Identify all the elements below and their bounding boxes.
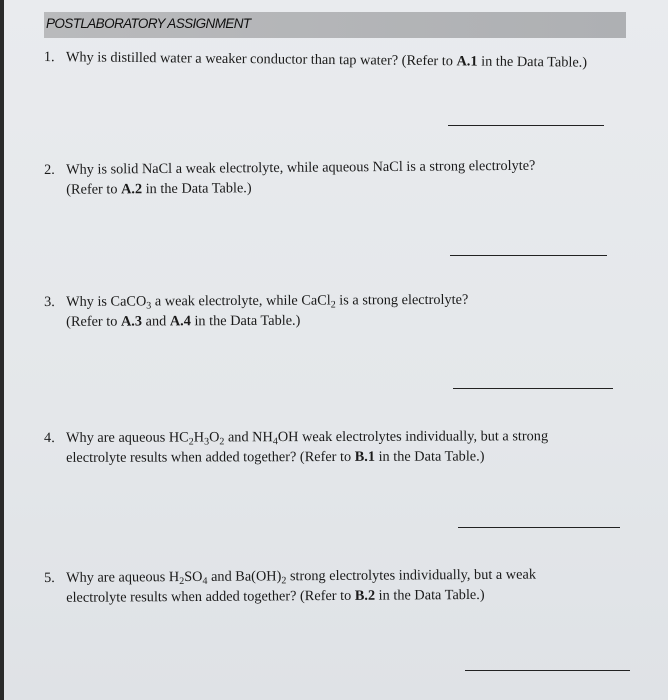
text-segment: electrolyte results when added together? (Refer to <box>66 587 355 606</box>
question-text-line <box>66 426 548 448</box>
photo-edge <box>0 0 4 700</box>
text-segment: Why is CaCO <box>66 293 147 310</box>
question-number: 1. <box>43 48 55 66</box>
table-reference: B.2 <box>354 587 376 604</box>
question-number: 5. <box>44 569 55 586</box>
section-title: POSTLABORATORY ASSIGNMENT <box>46 16 251 31</box>
text-segment: is a strong electrolyte? <box>335 291 469 309</box>
text-segment: in the Data Table.) <box>477 53 588 71</box>
question-text-line <box>66 290 468 312</box>
question-text-line <box>66 47 587 72</box>
text-segment: strong electrolytes individually, but a weak <box>286 566 537 585</box>
table-reference: A.1 <box>456 53 478 70</box>
table-reference: A.4 <box>169 313 191 330</box>
text-segment: and Ba(OH) <box>207 568 282 585</box>
question-text-line <box>66 446 548 468</box>
question-2 <box>44 156 536 200</box>
text-segment: SO <box>184 568 203 586</box>
table-reference: B.1 <box>354 448 376 465</box>
text-segment: electrolyte results when added together? (Refer to <box>66 448 355 466</box>
subscript: 3 <box>146 300 152 312</box>
text-segment: in the Data Table.) <box>374 448 485 465</box>
question-5 <box>44 565 537 608</box>
text-segment: in the Data Table.) <box>142 180 252 198</box>
text-segment: Why are aqueous HC <box>66 429 189 446</box>
subscript: 3 <box>204 436 210 448</box>
text-segment: in the Data Table.) <box>375 586 485 604</box>
question-text-line <box>66 585 536 608</box>
text-segment: O <box>209 429 220 446</box>
question-text-line <box>66 310 468 332</box>
question-number: 4. <box>44 429 55 446</box>
text-segment: Why is solid NaCl a weak electrolyte, while aqueous NaCl is a strong electrolyte? <box>66 157 536 178</box>
text-segment: Why are aqueous H <box>66 569 180 586</box>
subscript: 4 <box>272 436 278 448</box>
text-segment: (Refer to <box>66 313 121 330</box>
subscript: 4 <box>202 575 208 587</box>
answer-line-3[interactable] <box>453 388 613 389</box>
text-segment: (Refer to <box>66 181 122 198</box>
text-segment: H <box>193 429 205 446</box>
table-reference: A.3 <box>120 313 143 330</box>
subscript: 2 <box>179 576 185 588</box>
question-1 <box>43 47 588 72</box>
text-segment: and NH <box>224 429 273 446</box>
section-header <box>44 12 626 38</box>
question-4 <box>44 426 549 468</box>
answer-line-1[interactable] <box>448 125 604 126</box>
answer-line-4[interactable] <box>458 527 620 528</box>
subscript: 2 <box>188 436 194 448</box>
question-number: 3. <box>44 293 55 310</box>
answer-line-2[interactable] <box>450 255 607 256</box>
text-segment: Why is distilled water a weaker conductor than tap water? (Refer to <box>65 49 457 70</box>
question-number: 2. <box>44 161 55 178</box>
question-text-line <box>66 176 535 200</box>
text-segment: a weak electrolyte, while CaCl <box>151 292 331 310</box>
text-segment: and <box>141 313 170 330</box>
text-segment: in the Data Table.) <box>190 312 301 330</box>
text-segment: OH weak electrolytes individually, but a strong <box>277 428 549 446</box>
question-3 <box>44 290 469 332</box>
subscript: 2 <box>330 299 336 311</box>
table-reference: A.2 <box>120 181 143 198</box>
answer-line-5[interactable] <box>465 670 630 671</box>
subscript: 2 <box>281 575 287 587</box>
subscript: 2 <box>219 436 225 448</box>
